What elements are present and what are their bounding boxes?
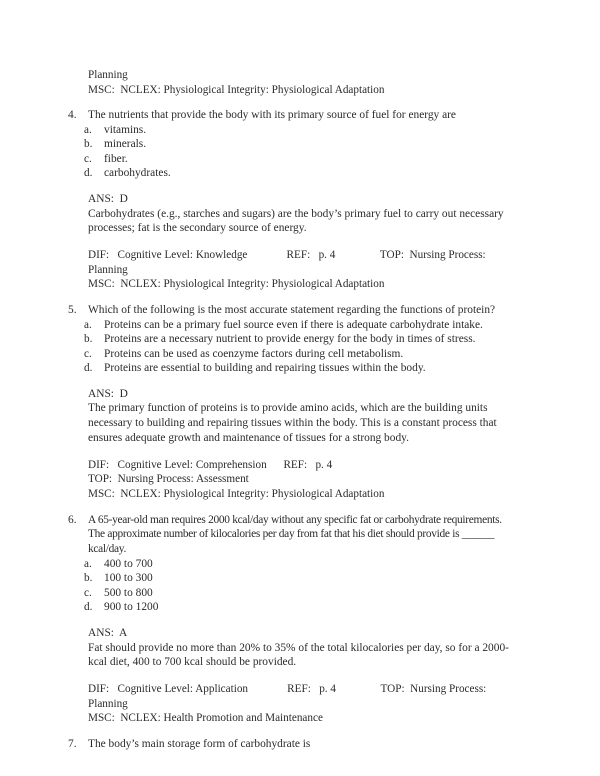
metadata-line: MSC: NCLEX: Physiological Integrity: Physiological Adaptation bbox=[88, 278, 385, 291]
question-text: The body’s main storage form of carbohydrate is bbox=[88, 737, 311, 750]
metadata-line: Planning bbox=[88, 697, 128, 710]
answer-rationale: Carbohydrates (e.g., starches and sugars) are the body’s primary fuel to carry out necessary processes; fat is the secondary source of energy. bbox=[88, 207, 504, 235]
question-item bbox=[68, 108, 512, 292]
question-number: 7. bbox=[68, 737, 77, 750]
option-text: Proteins can be used as coenzyme factors during cell metabolism. bbox=[104, 347, 404, 360]
question-text: Which of the following is the most accurate statement regarding the functions of protein? bbox=[88, 303, 496, 316]
option-letter: c. bbox=[84, 347, 92, 360]
answer-options-list bbox=[84, 123, 512, 181]
metadata-line: DIF: Cognitive Level: Comprehension REF: p. 4 bbox=[88, 458, 333, 471]
answer-block bbox=[88, 387, 512, 502]
option-text: carbohydrates. bbox=[104, 167, 171, 180]
option-letter: a. bbox=[84, 318, 92, 331]
answer-option[interactable] bbox=[84, 332, 512, 347]
answer-option[interactable] bbox=[84, 318, 512, 333]
question-metadata-block bbox=[88, 682, 512, 726]
question-heading bbox=[68, 513, 512, 557]
option-text: 400 to 700 bbox=[104, 557, 153, 570]
metadata-line: TOP: Nursing Process: Assessment bbox=[88, 473, 249, 486]
option-letter: d. bbox=[84, 167, 93, 180]
answer-option[interactable] bbox=[84, 361, 512, 376]
question-metadata-block bbox=[88, 458, 512, 502]
answer-option[interactable] bbox=[84, 166, 512, 181]
answer-options-list bbox=[84, 318, 512, 376]
answer-block bbox=[88, 626, 512, 726]
option-text: vitamins. bbox=[104, 123, 147, 136]
question-item bbox=[68, 303, 512, 502]
option-text: Proteins are essential to building and repairing tissues within the body. bbox=[104, 362, 426, 375]
answer-block bbox=[88, 192, 512, 292]
answer-option[interactable] bbox=[84, 152, 512, 167]
option-letter: c. bbox=[84, 152, 92, 165]
option-letter: b. bbox=[84, 572, 93, 585]
question-number: 6. bbox=[68, 513, 77, 526]
metadata-line: MSC: NCLEX: Physiological Integrity: Physiological Adaptation bbox=[88, 83, 385, 96]
metadata-line: DIF: Cognitive Level: Knowledge REF: p. 4 TOP: Nursing Process: bbox=[88, 249, 486, 262]
question-item bbox=[68, 513, 512, 726]
question-heading bbox=[68, 108, 512, 123]
option-text: 900 to 1200 bbox=[104, 601, 159, 614]
metadata-line: Planning bbox=[88, 69, 128, 81]
option-text: Proteins can be a primary fuel source even if there is adequate carbohydrate intake. bbox=[104, 318, 483, 331]
continued-metadata-block bbox=[88, 68, 512, 97]
option-text: 100 to 300 bbox=[104, 572, 153, 585]
answer-option[interactable] bbox=[84, 571, 512, 586]
answer-option[interactable] bbox=[84, 586, 512, 601]
answer-option[interactable] bbox=[84, 600, 512, 615]
question-item bbox=[68, 737, 512, 752]
question-number: 5. bbox=[68, 303, 77, 316]
option-letter: a. bbox=[84, 557, 92, 570]
answer-option[interactable] bbox=[84, 557, 512, 572]
answer-rationale: Fat should provide no more than 20% to 35% of the total kilocalories per day, so for a 2000-kcal diet, 400 to 700 kcal should be provided. bbox=[88, 641, 509, 669]
metadata-line: MSC: NCLEX: Health Promotion and Maintenance bbox=[88, 712, 323, 725]
answer-options-list bbox=[84, 557, 512, 615]
option-letter: d. bbox=[84, 362, 93, 375]
option-letter: b. bbox=[84, 333, 93, 346]
option-letter: a. bbox=[84, 123, 92, 136]
option-text: Proteins are a necessary nutrient to provide energy for the body in times of stress. bbox=[104, 333, 476, 346]
option-letter: c. bbox=[84, 586, 92, 599]
metadata-line: MSC: NCLEX: Physiological Integrity: Physiological Adaptation bbox=[88, 487, 385, 500]
answer-option[interactable] bbox=[84, 123, 512, 138]
option-letter: d. bbox=[84, 601, 93, 614]
answer-option[interactable] bbox=[84, 137, 512, 152]
question-metadata-block bbox=[88, 248, 512, 292]
answer-key: ANS: D bbox=[88, 387, 128, 400]
answer-rationale: The primary function of proteins is to provide amino acids, which are the building units necessary to building and repairing tissues within the body. This is a constant process that ensures adequate growth and maintenance of tissues for a strong body. bbox=[88, 402, 497, 444]
question-heading bbox=[68, 737, 512, 752]
question-number: 4. bbox=[68, 109, 77, 122]
option-letter: b. bbox=[84, 138, 93, 151]
metadata-line: DIF: Cognitive Level: Application REF: p. 4 TOP: Nursing Process: bbox=[88, 683, 487, 696]
question-text: The nutrients that provide the body with its primary source of fuel for energy are bbox=[88, 109, 456, 122]
question-heading bbox=[68, 303, 512, 318]
answer-option[interactable] bbox=[84, 347, 512, 362]
option-text: minerals. bbox=[104, 138, 147, 151]
metadata-line: Planning bbox=[88, 263, 128, 276]
question-text: A 65-year-old man requires 2000 kcal/day without any specific fat or carbohydrate requirements. The approximate number of kilocalories per day from fat that his diet should provide is ______ kcal/day. bbox=[88, 513, 502, 556]
answer-key: ANS: A bbox=[88, 626, 128, 639]
answer-key: ANS: D bbox=[88, 192, 128, 205]
option-text: fiber. bbox=[104, 152, 128, 165]
option-text: 500 to 800 bbox=[104, 586, 153, 599]
